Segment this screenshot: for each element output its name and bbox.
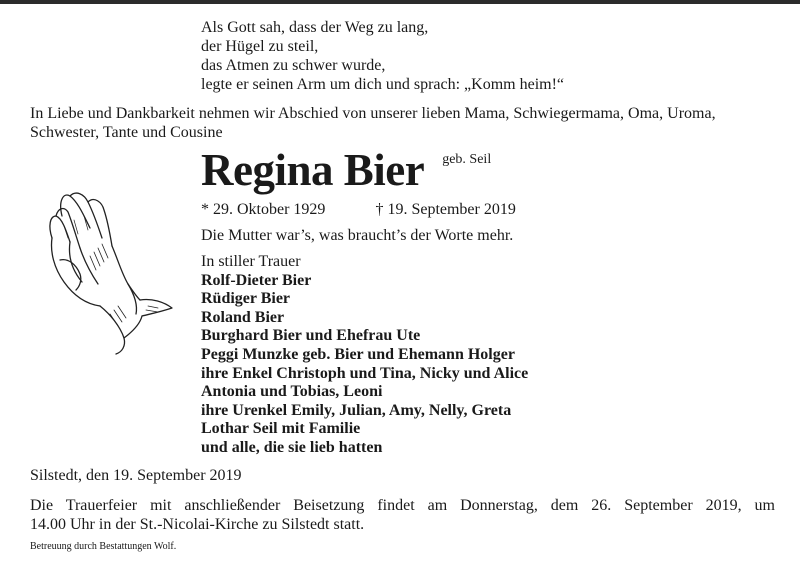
place-date: Silstedt, den 19. September 2019 [30,467,242,484]
funeral-line: Die Trauerfeier mit anschließender Beisetzung findet am Donnerstag, dem 26. September 2019, um [30,497,775,514]
maiden-name: geb. Seil [442,152,492,167]
poem-line: das Atmen zu schwer wurde, [201,57,386,74]
birth-date: * 29. Oktober 1929 [201,201,326,218]
mourner-name: Roland Bier [201,308,285,326]
deceased-name: Regina Bier [201,145,425,195]
mourners-list [201,253,528,458]
poem-line: Als Gott sah, dass der Weg zu lang, [201,19,429,36]
mourner-name: Lothar Seil mit Familie [201,420,361,438]
motto: Die Mutter war’s, was braucht’s der Worte mehr. [201,227,514,244]
mourner-name: Rüdiger Bier [201,290,291,308]
mourner-name: Peggi Munzke geb. Bier und Ehemann Holger [201,345,515,363]
funeral-line: 14.00 Uhr in der St.-Nicolai-Kirche zu Silstedt statt. [30,516,365,533]
poem-line: der Hügel zu steil, [201,38,319,55]
life-dates [201,200,516,219]
undertaker-note: Betreuung durch Bestattungen Wolf. [30,541,177,552]
mourner-name: Burghard Bier und Ehefrau Ute [201,327,421,345]
deceased-name-row [201,142,491,198]
mourner-name: und alle, die sie lieb hatten [201,438,383,456]
intro-text: In Liebe und Dankbarkeit nehmen wir Abschied von unserer lieben Mama, Schwiegermama, Oma, Uroma, Schwester, Tante und Cousine [30,105,716,141]
praying-hands-icon [40,186,180,356]
death-date: † 19. September 2019 [375,201,516,218]
mourner-name: ihre Urenkel Emily, Julian, Amy, Nelly, Greta [201,401,512,419]
funeral-info [30,496,775,534]
mourner-name: Antonia und Tobias, Leoni [201,383,383,401]
mourners-heading: In stiller Trauer [201,253,301,270]
poem [201,18,564,94]
poem-line: legte er seinen Arm um dich und sprach: „Komm heim!“ [201,76,565,93]
mourner-name: ihre Enkel Christoph und Tina, Nicky und Alice [201,364,529,382]
mourner-name: Rolf-Dieter Bier [201,271,312,289]
top-border [0,0,800,4]
